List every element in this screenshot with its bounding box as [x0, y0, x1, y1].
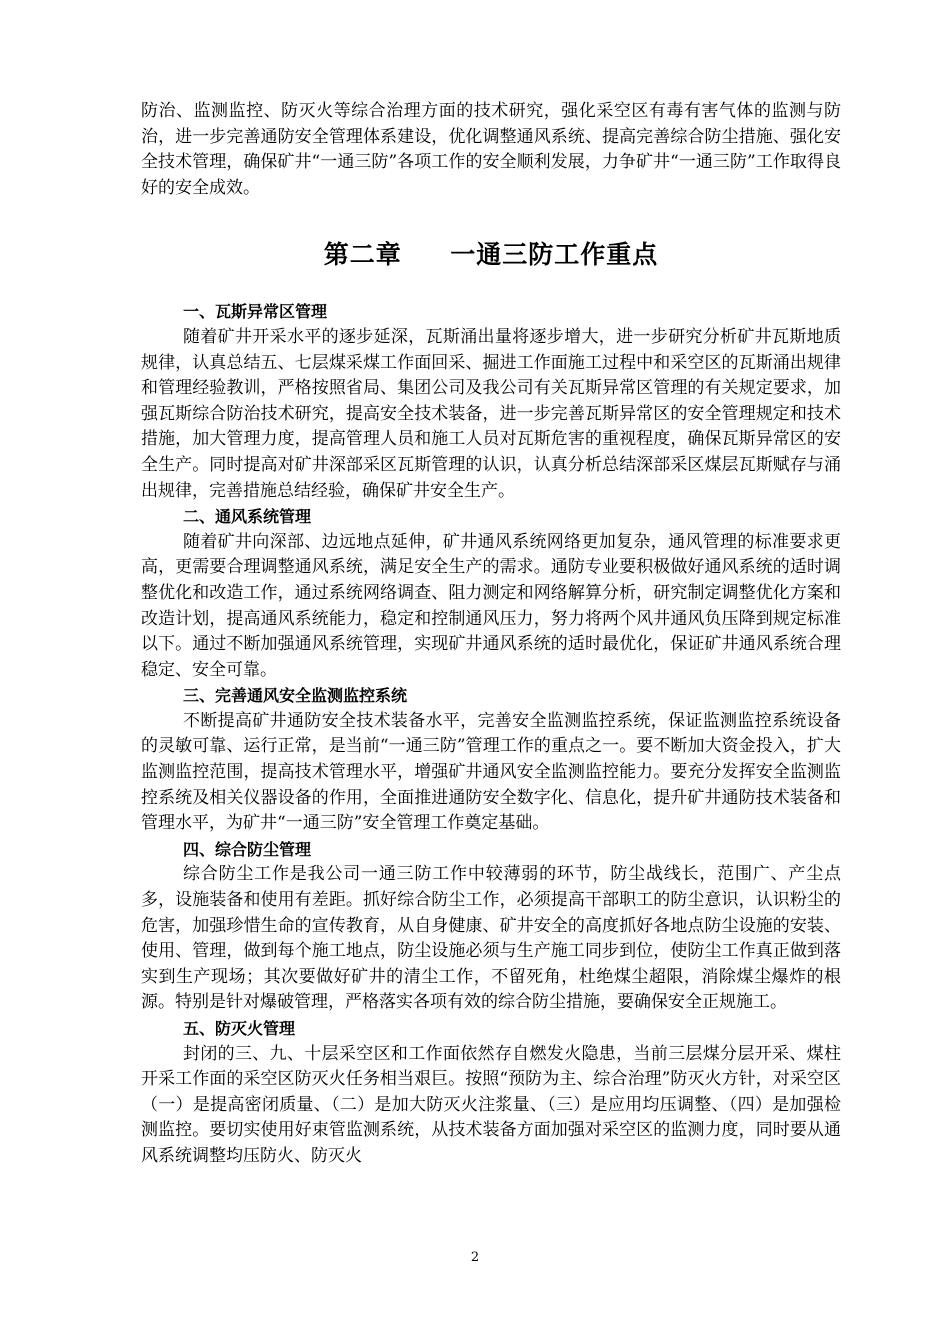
section-heading-fire-prevention: 五、防灭火管理 — [183, 1019, 296, 1038]
section-body-dust-control: 综合防尘工作是我公司一通三防工作中较薄弱的环节，防尘战线长，范围广、产尘点多，设施装备和使用有差距。抓好综合防尘工作，必须提高干部职工的防尘意识，认识粉尘的危害，加强珍惜生命的宣传教育，从自身健康、矿井安全的高度抓好各地点防尘设施的安装、使用、管理，做到每个施工地点，防尘设施必须与生产施工同步到位，使防尘工作真正做到落实到生产现场；其次要做好矿井的清尘工作，不留死角，杜绝煤尘超限，消除煤尘爆炸的根源。特别是针对爆破管理，严格落实各项有效的综合防尘措施，要确保安全正规施工。 — [141, 864, 841, 1013]
section-heading-gas-anomaly: 一、瓦斯异常区管理 — [183, 302, 328, 322]
intro-paragraph: 防治、监测监控、防灭火等综合治理方面的技术研究，强化采空区有毒有害气体的监测与防治，进一步完善通防安全管理体系建设，优化调整通风系统、提高完善综合防尘措施、强化安全技术管理，确保矿井“一通三防”各项工作的安全顺利发展，力争矿井“一通三防”工作取得良好的安全成效。 — [141, 101, 841, 198]
page-body — [141, 99, 841, 1170]
section-heading-dust-control: 四、综合防尘管理 — [183, 839, 312, 859]
section-heading-monitoring-system: 三、完善通风安全监测监控系统 — [183, 686, 408, 706]
section-body-monitoring-system: 不断提高矿井通防安全技术装备水平，完善安全监测监控系统，保证监测监控系统设备的灵敏可靠、运行正常，是当前“一通三防”管理工作的重点之一。要不断加大资金投入，扩大监测监控范围，提高技术管理水平，增强矿井通风安全监测监控能力。要充分发挥安全监测监控系统及相关仪器设备的作用，全面推进通防安全数字化、信息化，提升矿井通防技术装备和管理水平，为矿井“一通三防”安全管理工作奠定基础。 — [141, 710, 841, 834]
section-heading-ventilation-system: 二、通风系统管理 — [183, 507, 312, 527]
section-body-ventilation-system: 随着矿井向深部、边远地点延伸，矿井通风系统网络更加复杂，通风管理的标准要求更高，更需要合理调整通风系统，满足安全生产的需求。通防专业要积极做好通风系统的适时调整优化和改造工作，通过系统网络调查、阻力测定和网络解算分析，研究制定调整优化方案和改造计划，提高通风系统能力，稳定和控制通风压力，努力将两个风井通风负压降到规定标准以下。通过不断加强通风系统管理，实现矿井通风系统的适时最优化，保证矿井通风系统合理稳定、安全可靠。 — [141, 531, 841, 680]
section-body-fire-prevention: 封闭的三、九、十层采空区和工作面依然存自燃发火隐患，当前三层煤分层开采、煤柱开采工作面的采空区防灭火任务相当艰巨。按照“预防为主、综合治理”防灭火方针，对采空区（一）是提高密闭质量、（二）是加大防灭火注浆量、（三）是应用均压调整、（四）是加强检测监控。要切实使用好束管监测系统，从技术装备方面加强对采空区的监测力度，同时要从通风系统调整均压防火、防灭火 — [141, 1043, 841, 1166]
section-body-gas-anomaly: 随着矿井开采水平的逐步延深，瓦斯涌出量将逐步增大，进一步研究分析矿井瓦斯地质规律，认真总结五、七层煤采煤工作面回采、掘进工作面施工过程中和采空区的瓦斯涌出规律和管理经验教训，严格按照省局、集团公司及我公司有关瓦斯异常区管理的有关规定要求，加强瓦斯综合防治技术研究，提高安全技术装备，进一步完善瓦斯异常区的安全管理规定和技术措施，加大管理力度，提高管理人员和施工人员对瓦斯危害的重视程度，确保瓦斯异常区的安全生产。同时提高对矿井深部采区瓦斯管理的认识，认真分析总结深部采区煤层瓦斯赋存与涌出规律，完善措施总结经验，确保矿井安全生产。 — [141, 326, 841, 501]
page-number: 2 — [470, 1250, 480, 1265]
chapter-title: 第二章 一通三防工作重点 — [323, 240, 659, 270]
